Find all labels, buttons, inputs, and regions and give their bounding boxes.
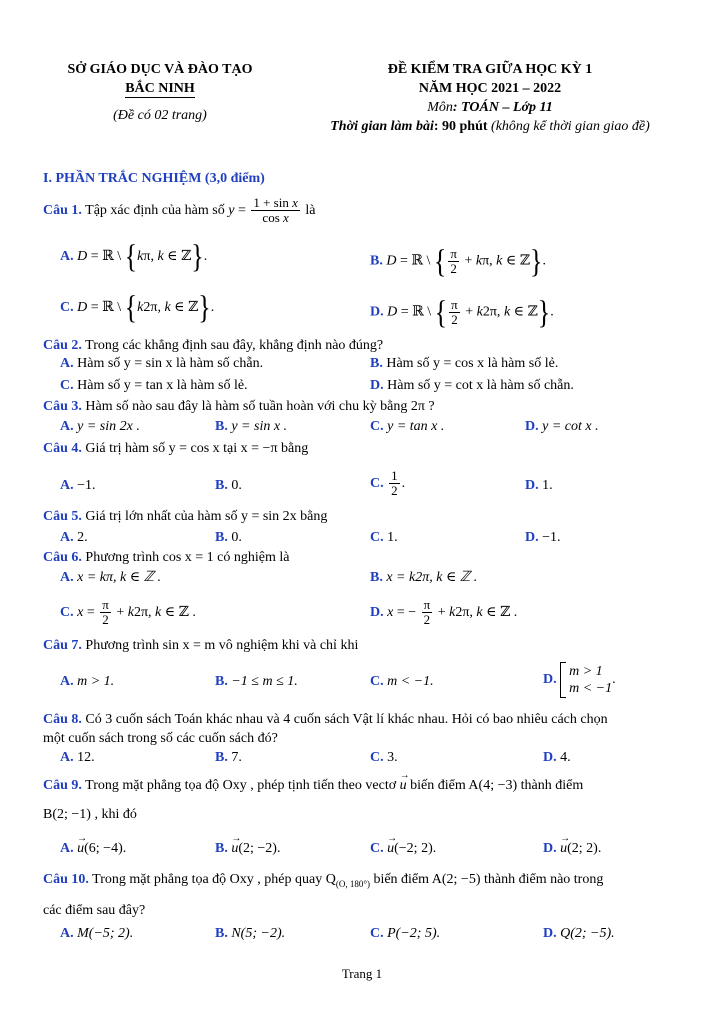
q8-option-d[interactable]: D. 4. (543, 750, 571, 765)
q4-option-a[interactable]: A. −1. (60, 478, 96, 493)
q1-option-d[interactable]: D. D = ℝ \ { $\frac{\pi}{2}$ + k2π, k ∈ ℤ}. (370, 293, 554, 330)
q3-option-d[interactable]: D. y = cot x . (525, 419, 599, 434)
question-3: Câu 3. Hàm số nào sau đây là hàm số tuần hoàn với chu kỳ bằng 2π ? (43, 399, 435, 414)
q6-option-a[interactable]: A. x = kπ, k ∈ ℤ . (60, 570, 162, 585)
q1-text: Tập xác định của hàm số (81, 203, 229, 218)
exam-title: ĐỀ KIỂM TRA GIỮA HỌC KỲ 1 (387, 62, 593, 77)
q1-tail: là (305, 203, 316, 218)
question-9: Câu 9. Trong mặt phẳng tọa độ Oxy , phép tịnh tiến theo vectơ → u biến điểm A(4; −3) thành điểm (43, 777, 583, 795)
question-6: Câu 6. Phương trình cos x = 1 có nghiệm là (43, 550, 290, 565)
question-5: Câu 5. Giá trị lớn nhất của hàm số y = sin 2x bằng (43, 509, 328, 524)
q8-option-a[interactable]: A. 12. (60, 750, 95, 765)
q6-option-c[interactable]: C. x = $\frac{\pi}{2}$ + k2π, k ∈ ℤ . (60, 597, 196, 628)
question-8: Câu 8. Có 3 cuốn sách Toán khác nhau và 4 cuốn sách Vật lí khác nhau. Hỏi có bao nhiêu cách chọn (43, 712, 608, 727)
time-label: Thời gian làm bài (330, 119, 434, 134)
q3-option-a[interactable]: A. y = sin 2x . (60, 419, 140, 434)
question-4: Câu 4. Giá trị hàm số y = cos x tại x = −π bằng (43, 441, 309, 456)
page-number: Trang 1 (341, 966, 383, 981)
q8-option-b[interactable]: B. 7. (215, 750, 242, 765)
q3-option-c[interactable]: C. y = tan x . (370, 419, 445, 434)
subject-value: : TOÁN – Lớp 11 (452, 100, 553, 115)
q2-option-c[interactable]: C. Hàm số y = tan x là hàm số lẻ. (60, 378, 248, 393)
q8-option-c[interactable]: C. 3. (370, 750, 398, 765)
question-10-line2: các điểm sau đây? (43, 903, 146, 918)
q4-option-b[interactable]: B. 0. (215, 478, 242, 493)
subject-label: Môn (427, 100, 453, 115)
q9-option-a[interactable]: A. → u(6; −4). (60, 840, 126, 858)
q10-option-b[interactable]: B. N(5; −2). (215, 926, 286, 941)
question-7: Câu 7. Phương trình sin x = m vô nghiệm khi và chỉ khi (43, 638, 359, 653)
q1-option-a[interactable]: A. D = ℝ \ {kπ, k ∈ ℤ}. (60, 238, 208, 275)
question-1: Câu 1. Tập xác định của hàm số y = $\frac{\text{1 + sin x}}{\text{cos x}}$ là (43, 195, 316, 226)
q9-option-c[interactable]: C. → u(−2; 2). (370, 840, 436, 858)
page-count-note: (Đề có 02 trang) (113, 108, 207, 123)
q1-fraction: $\frac{\text{1 + sin x}}{\text{cos x}}$ (253, 195, 298, 226)
q5-option-d[interactable]: D. −1. (525, 530, 561, 545)
q1-label: Câu 1. (43, 203, 82, 218)
q6-option-d[interactable]: D. x = − $\frac{\pi}{2}$ + k2π, k ∈ ℤ . (370, 597, 518, 628)
q2-option-d[interactable]: D. Hàm số y = cot x là hàm số chẵn. (370, 378, 574, 393)
q5-option-a[interactable]: A. 2. (60, 530, 88, 545)
time-value: : 90 phút (433, 119, 488, 134)
question-9-line2: B(2; −1) , khi đó (43, 807, 137, 822)
province-name: BẮC NINH (125, 81, 195, 96)
q2-option-a[interactable]: A. Hàm số y = sin x là hàm số chẵn. (60, 356, 264, 371)
question-8-line2: một cuốn sách trong số các cuốn sách đó? (43, 731, 278, 746)
header-left (40, 60, 280, 125)
q7-option-c[interactable]: C. m < −1. (370, 674, 434, 689)
section-title: I. PHẦN TRẮC NGHIỆM (3,0 điểm) (43, 171, 265, 186)
q6-option-b[interactable]: B. x = k2π, k ∈ ℤ . (370, 570, 478, 585)
q7-option-b[interactable]: B. −1 ≤ m ≤ 1. (215, 674, 298, 689)
q7-option-d[interactable]: D. m > 1 m < −1 . (543, 663, 616, 696)
question-10: Câu 10. Trong mặt phẳng tọa độ Oxy , phép quay $Q_{(O, 180^\circ)}$ biến điểm A(2; −5) thành điểm nào trong (43, 872, 604, 889)
time-note: (không kể thời gian giao đề) (487, 119, 650, 134)
q1-option-c[interactable]: C. D = ℝ \ {k2π, k ∈ ℤ}. (60, 289, 215, 326)
q1-option-b[interactable]: B. D = ℝ \ { $\frac{\pi}{2}$ + kπ, k ∈ ℤ}. (370, 242, 546, 279)
q10-option-c[interactable]: C. P(−2; 5). (370, 926, 441, 941)
school-year: NĂM HỌC 2021 – 2022 (418, 81, 562, 96)
department-name: SỞ GIÁO DỤC VÀ ĐÀO TẠO (67, 62, 253, 77)
question-2: Câu 2. Trong các khẳng định sau đây, khẳng định nào đúng? (43, 338, 384, 353)
q9-option-d[interactable]: D. → u(2; 2). (543, 840, 601, 858)
q5-option-c[interactable]: C. 1. (370, 530, 398, 545)
q10-option-d[interactable]: D. Q(2; −5). (543, 926, 615, 941)
q9-option-b[interactable]: B. → u(2; −2). (215, 840, 280, 858)
header-right (290, 60, 690, 136)
q4-option-d[interactable]: D. 1. (525, 478, 553, 493)
q4-option-c[interactable]: C. $\frac{1}{2}$ . (370, 468, 406, 499)
q2-option-b[interactable]: B. Hàm số y = cos x là hàm số lẻ. (370, 356, 559, 371)
q7-option-a[interactable]: A. m > 1. (60, 674, 115, 689)
q3-option-b[interactable]: B. y = sin x . (215, 419, 288, 434)
q10-option-a[interactable]: A. M(−5; 2). (60, 926, 134, 941)
q5-option-b[interactable]: B. 0. (215, 530, 242, 545)
